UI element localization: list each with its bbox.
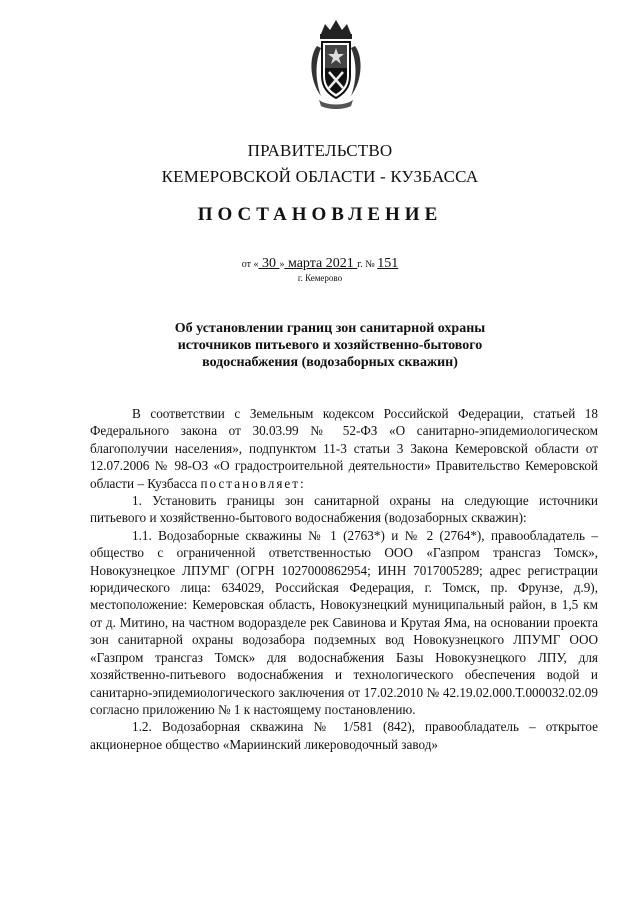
- date-number-line: [0, 256, 640, 272]
- paragraph-preamble: [90, 405, 598, 492]
- document-body: [90, 405, 598, 753]
- paragraph-item-1-1: 1.1. Водозаборные скважины № 1 (2763*) и № 2 (2764*), правообладатель – общество с ограниченной ответственностью ООО «Газпром трансгаз Томск», Новокузнецкое ЛПУМГ (ОГРН 1027000862954; ИНН 7017005289; адрес регистрации юридического лица: 634029, Российская Федерация, г. Томск, пр. Фрунзе, д.9), местоположение: Кемеровская область, Новокузнецкий муниципальный район, в 1,5 км от д. Митино, на частном водоразделе рек Савинова и Крутая Яма, на основании проекта зон санитарной охраны водозабора подземных вод Новокузнецкого ЛПУМГ ООО «Газпром трансгаз Томск» для водоснабжения Базы Новокузнецкого ЛПУ, для хозяйственно-питьевого водоснабжения и технологического обеспечения водой и санитарно-эпидемиологического заключения от 17.02.2010 № 42.19.02.000.Т.000032.02.09 согласно приложению № 1 к настоящему постановлению.: [90, 527, 598, 717]
- date-year-suffix: г.: [357, 259, 363, 270]
- date-quote-close: »: [279, 259, 285, 270]
- paragraph-item-1: 1. Установить границы зон санитарной охраны на следующие источники питьевого и хозяйственно-бытового водоснабжения (водозаборных скважин):: [90, 493, 598, 526]
- government-name-line1: ПРАВИТЕЛЬСТВО: [247, 141, 393, 160]
- city-label: г. Кемерово: [297, 273, 343, 283]
- date-month-year: марта 2021: [284, 256, 358, 271]
- date-day: 30: [258, 256, 280, 271]
- title-line3: водоснабжения (водозаборных скважин): [202, 355, 458, 370]
- title-line1: Об установлении границ зон санитарной охраны: [174, 321, 486, 336]
- document-number: 151: [377, 256, 399, 271]
- document-type-heading: ПОСТАНОВЛЕНИЕ: [197, 204, 443, 225]
- resolves-word: постановляет:: [200, 475, 306, 491]
- number-sign: №: [362, 259, 378, 270]
- government-name-line2: КЕМЕРОВСКОЙ ОБЛАСТИ - КУЗБАССА: [161, 167, 479, 186]
- date-prefix: от «: [241, 259, 259, 270]
- coat-of-arms-icon: [305, 18, 367, 110]
- document-title: [140, 320, 520, 371]
- preamble-text: В соответствии с Земельным кодексом Российской Федерации, статьей 18 Федерального закона от 30.03.99 № 52-ФЗ «О санитарно-эпидемиологическом благополучии населения», подпунктом 11-3 статьи 3 Закона Кемеровской области от 12.07.2006 № 98-ОЗ «О градостроительной деятельности» Правительство Кемеровской области – Кузбасса: [90, 406, 598, 491]
- paragraph-item-1-2: 1.2. Водозаборная скважина № 1/581 (842), правообладатель – открытое акционерное общество «Мариинский ликероводочный завод»: [90, 719, 598, 752]
- title-line2: источников питьевого и хозяйственно-бытового: [177, 338, 483, 353]
